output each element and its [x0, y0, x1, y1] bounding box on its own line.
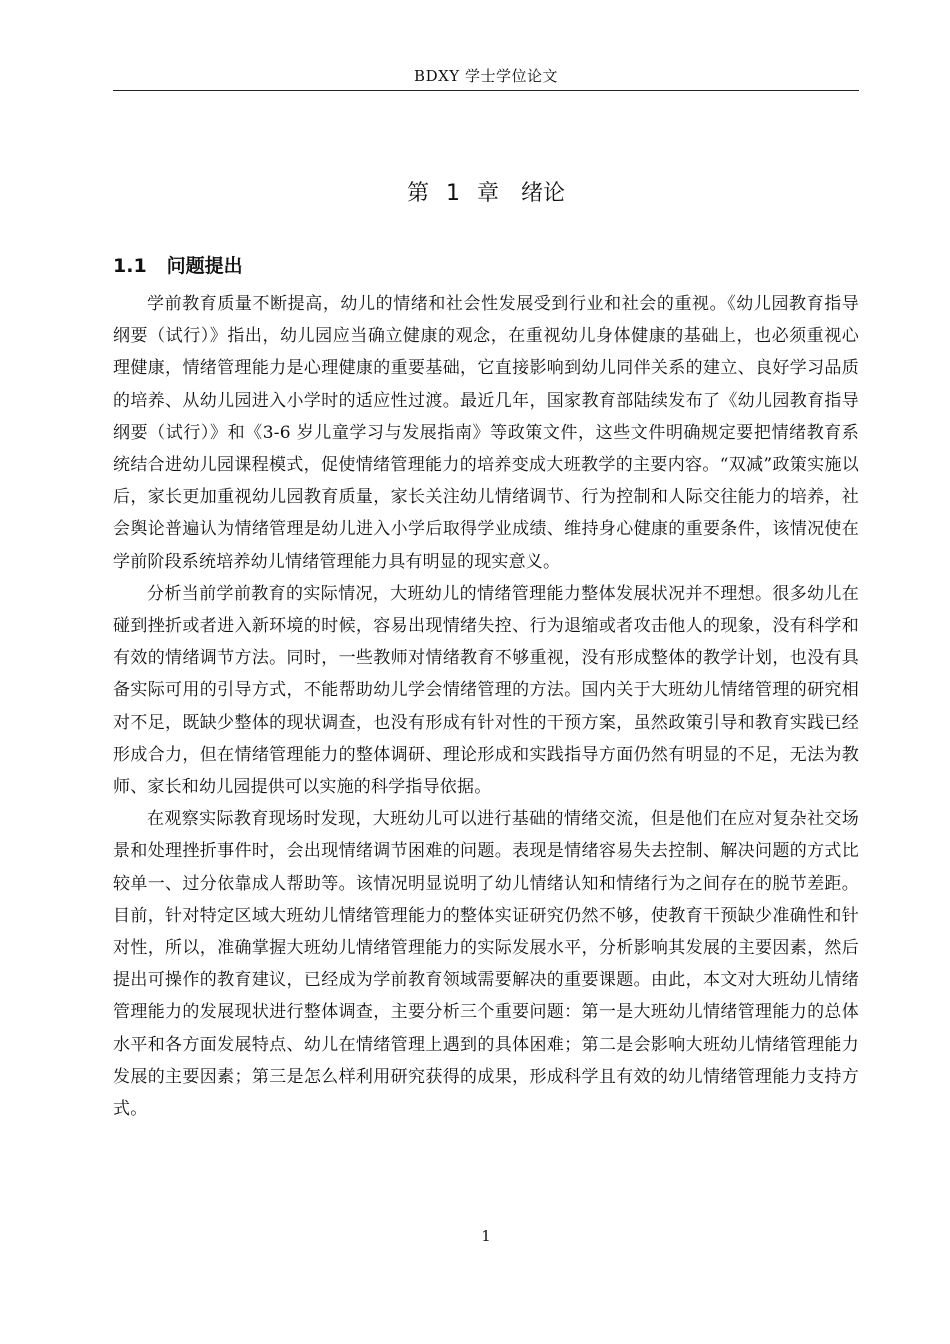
header-divider	[113, 90, 859, 91]
paragraph-3: 在观察实际教育现场时发现，大班幼儿可以进行基础的情绪交流，但是他们在应对复杂社交场景和处理挫折事件时，会出现情绪调节困难的问题。表现是情绪容易失去控制、解决问题的方式比较单一、过分依靠成人帮助等。该情况明显说明了幼儿情绪认知和情绪行为之间存在的脱节差距。目前，针对特定区域大班幼儿情绪管理能力的整体实证研究仍然不够，使教育干预缺少准确性和针对性，所以，准确掌握大班幼儿情绪管理能力的实际发展水平，分析影响其发展的主要因素，然后提出可操作的教育建议，已经成为学前教育领域需要解决的重要课题。由此，本文对大班幼儿情绪管理能力的发展现状进行整体调查，主要分析三个重要问题：第一是大班幼儿情绪管理能力的总体水平和各方面发展特点、幼儿在情绪管理上遇到的具体困难；第二是会影响大班幼儿情绪管理能力发展的主要因素；第三是怎么样利用研究获得的成果，形成科学且有效的幼儿情绪管理能力支持方式。	[113, 809, 859, 1120]
section-number: 1.1	[113, 255, 147, 277]
page-number: 1	[481, 1227, 491, 1245]
body-text	[113, 288, 859, 1125]
paragraph-2: 分析当前学前教育的实际情况，大班幼儿的情绪管理能力整体发展状况并不理想。很多幼儿在碰到挫折或者进入新环境的时候，容易出现情绪失控、行为退缩或者攻击他人的现象，没有科学和有效的情绪调节方法。同时，一些教师对情绪教育不够重视，没有形成整体的教学计划，也没有具备实际可用的引导方式，不能帮助幼儿学会情绪管理的方法。国内关于大班幼儿情绪管理的研究相对不足，既缺少整体的现状调查，也没有形成有针对性的干预方案，虽然政策引导和教育实践已经形成合力，但在情绪管理能力的整体调研、理论形成和实践指导方面仍然有明显的不足，无法为教师、家长和幼儿园提供可以实施的科学指导依据。	[113, 583, 859, 798]
chapter-title: 第 1 章 绪论	[407, 181, 565, 206]
paragraph-1: 学前教育质量不断提高，幼儿的情绪和社会性发展受到行业和社会的重视。《幼儿园教育指导纲要（试行）》指出，幼儿园应当确立健康的观念，在重视幼儿身体健康的基础上，也必须重视心理健康，情绪管理能力是心理健康的重要基础，它直接影响到幼儿同伴关系的建立、良好学习品质的培养、从幼儿园进入小学时的适应性过渡。最近几年，国家教育部陆续发布了《幼儿园教育指导纲要（试行）》和《3-6 岁儿童学习与发展指南》等政策文件，这些文件明确规定要把情绪教育系统结合进幼儿园课程模式，促使情绪管理能力的培养变成大班教学的主要内容。“双减”政策实施以后，家长更加重视幼儿园教育质量，家长关注幼儿情绪调节、行为控制和人际交往能力的培养，社会舆论普遍认为情绪管理是幼儿进入小学后取得学业成绩、维持身心健康的重要条件，该情况使在学前阶段系统培养幼儿情绪管理能力具有明显的现实意义。	[113, 294, 859, 572]
section-heading	[113, 252, 243, 280]
running-header: BDXY 学士学位论文	[414, 67, 558, 85]
section-title: 问题提出	[166, 255, 243, 277]
